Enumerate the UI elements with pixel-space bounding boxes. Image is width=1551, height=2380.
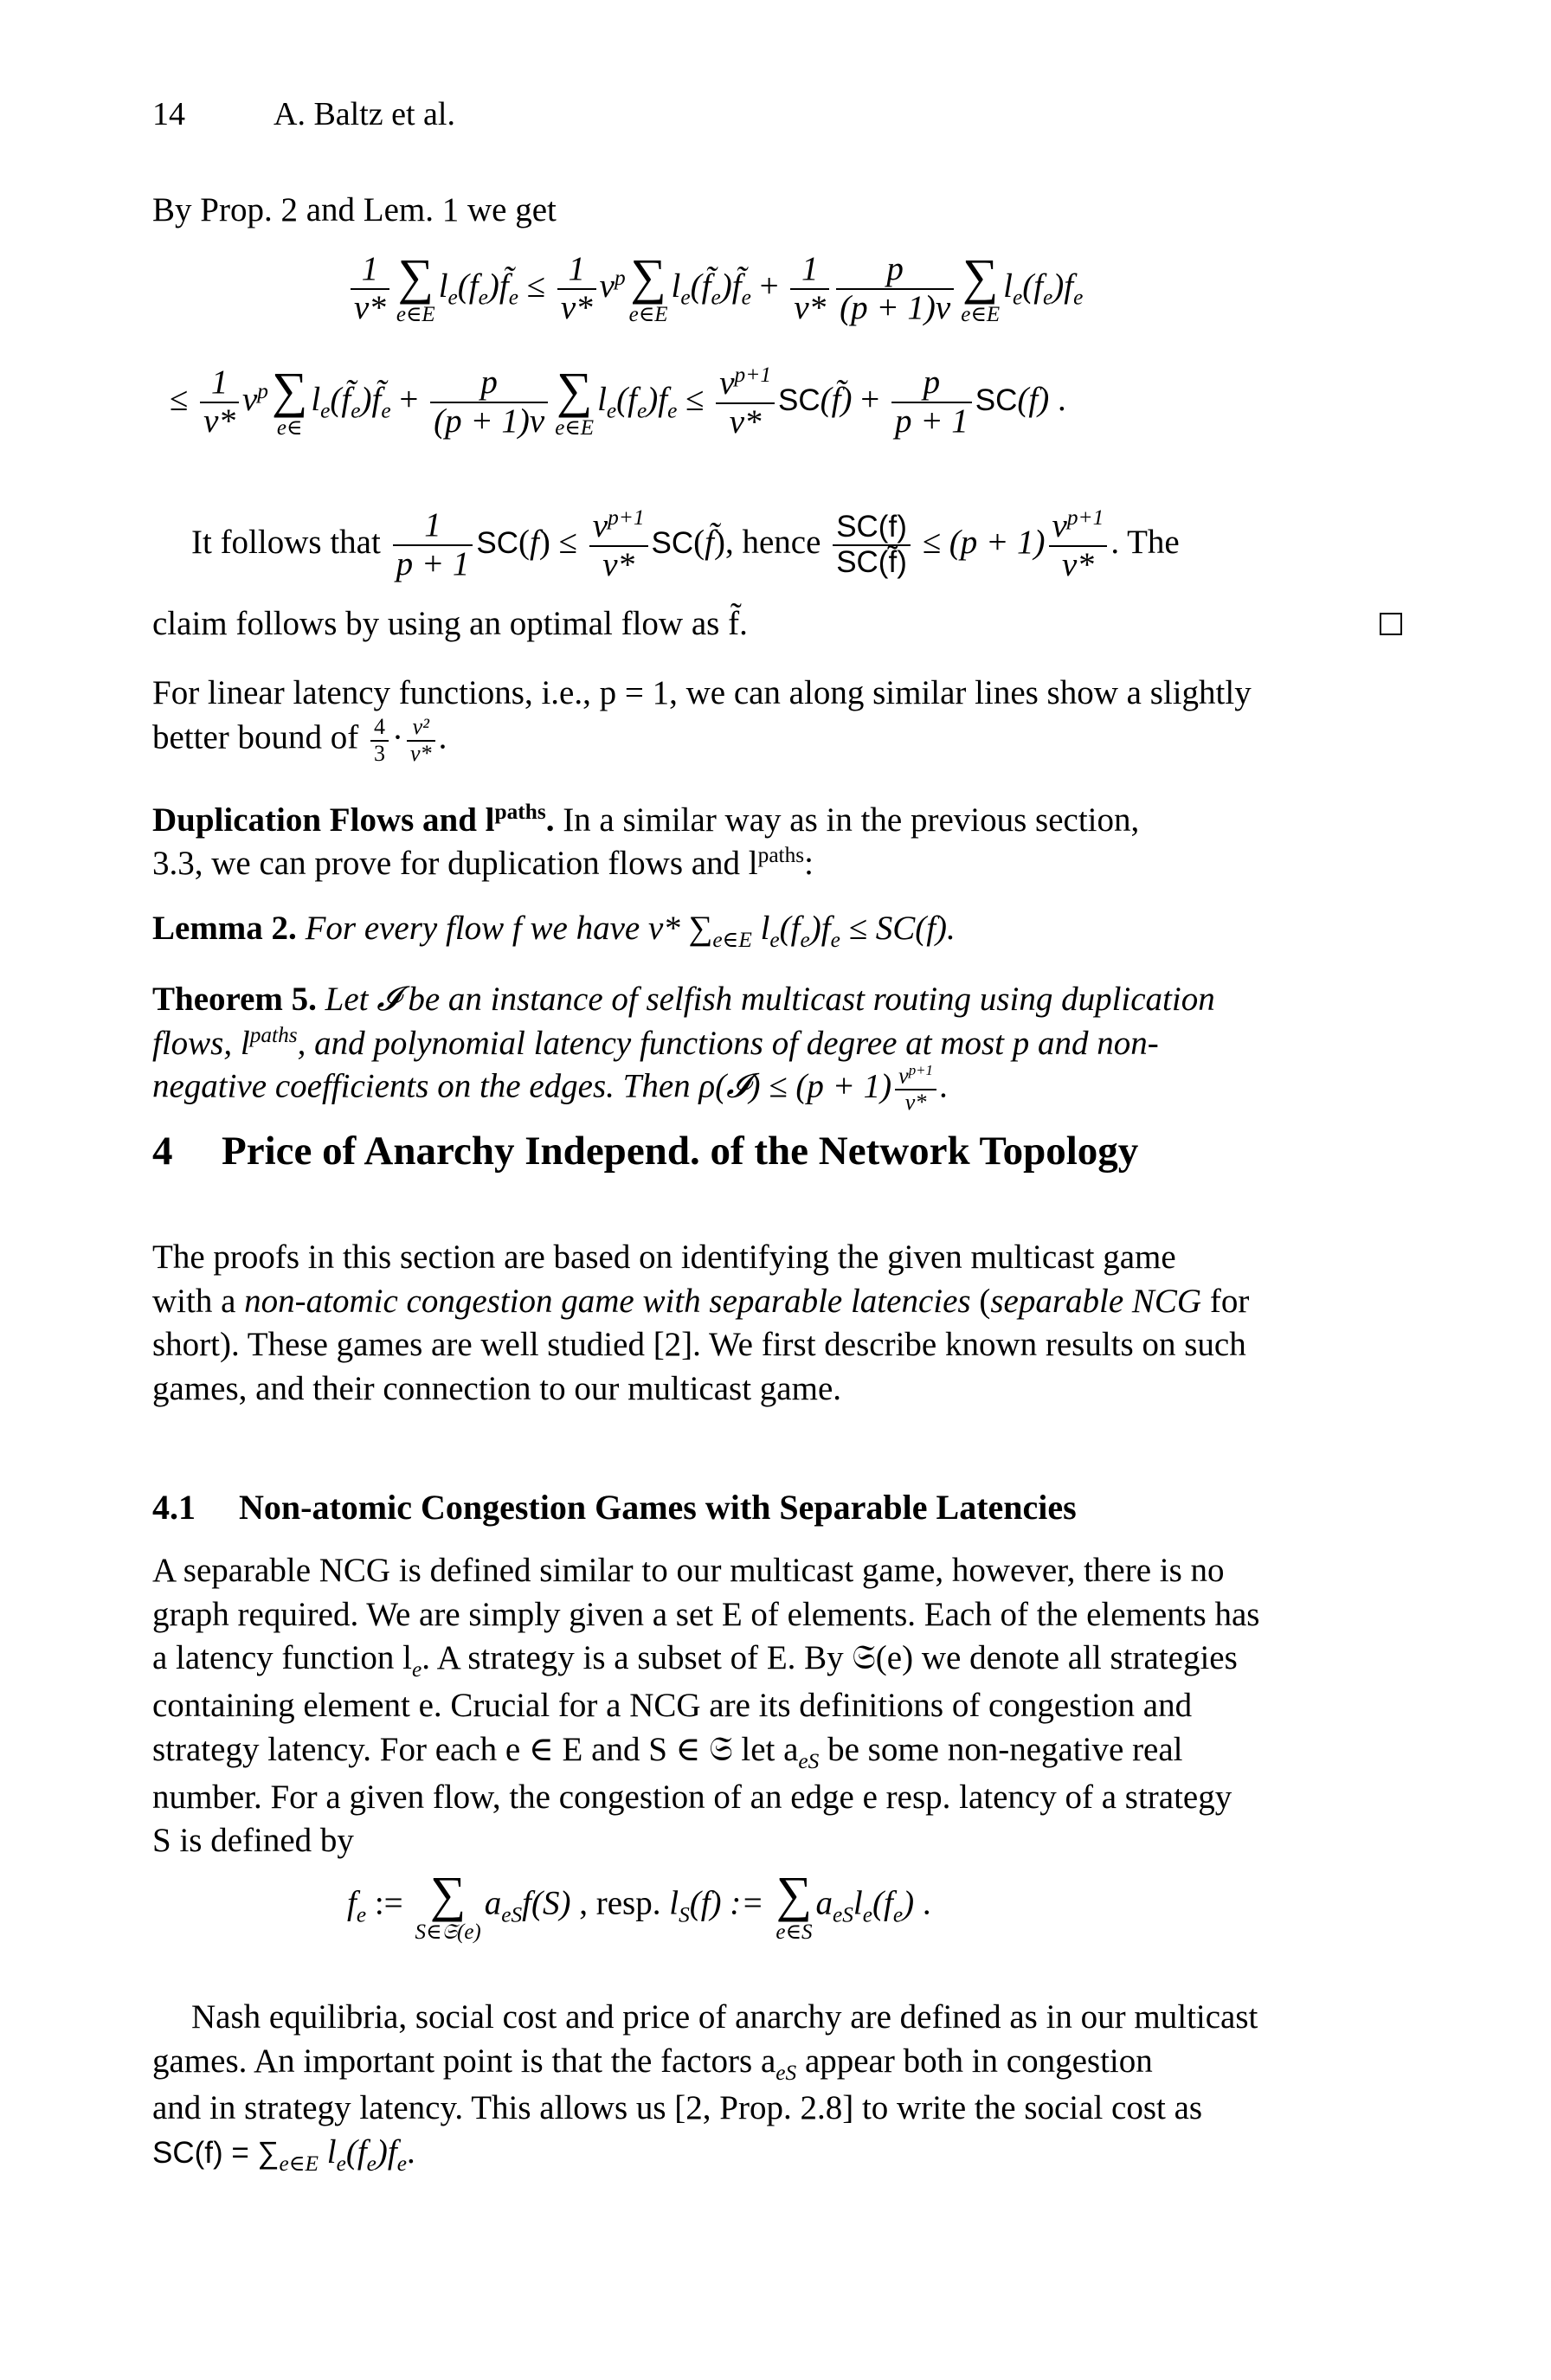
duplication-para-line1: Duplication Flows and $l^{paths}$. In a similar way as in the previous section, <box>152 800 1140 839</box>
theorem-5-frac: $\frac{\nu^{p+1}}{\nu*}$ <box>895 1063 936 1116</box>
section-4-para: The proofs in this section are based on identifying the given multicast game with a non-atomic congestion game with separable latencies (separable NCG for short). These games are well studied [2]. We first describe known results on such games, and their connection to our multicast game. <box>152 1238 1250 1408</box>
eq3-sum1: ∑ S∈𝔖(e) <box>415 1866 481 1944</box>
subsection-4-1-heading: 4.1 Non-atomic Congestion Games with Separable Latencies <box>152 1488 1077 1527</box>
eq1-frac4: $\frac{p}{(p + 1)\nu}$ <box>836 251 954 327</box>
page-number: 14 <box>152 96 185 132</box>
eq2-frac1: $\frac{1}{\nu*}$ <box>200 364 239 441</box>
eq2-sum2: ∑ e∈E <box>555 362 595 441</box>
running-header <box>152 93 455 136</box>
follows-line: It follows that $\frac{1}{p + 1}$ SC(f) ≤ $\frac{\nu^{p+1}}{\nu*}$ SC(f̃), hence $\frac{SC(f)}{SC(f̃)}$ ≤ (p + 1) $\frac{\nu^{p+1}}{\nu*}$ . The <box>191 505 1180 583</box>
display-equation-line2: ≤ $\frac{1}{\nu*}$ $\nu^p$ ∑ e∈ $l_e(f̃_e)f̃_e$ + $\frac{p}{(p + 1)\nu}$ ∑ e∈E $l_e(f_e)f_e$ ≤ $\frac{\nu^{p+1}}{\nu*}$ SC(f̃) + $\frac{p}{p + 1}$ SC(f) . <box>170 362 1066 441</box>
eq2-frac4: $\frac{p}{p + 1}$ <box>891 364 972 441</box>
eq1-sum3: ∑ e∈E <box>961 248 1001 327</box>
eq1-sum1: ∑ e∈E <box>396 248 435 327</box>
eq2-sum1: ∑ e∈ <box>271 362 308 441</box>
follows-frac3: $\frac{SC(f)}{SC(f̃)}$ <box>833 511 911 579</box>
linear-para-line2: better bound of $\frac{4}{3}$ · $\frac{\text{ν²}}{\nu*}$ . <box>152 714 447 766</box>
qed-box-icon <box>1380 613 1402 635</box>
eq2-frac3: $\frac{\nu^{p+1}}{\nu*}$ <box>716 363 775 441</box>
display-equation-line1: $\frac{1}{\nu*}$ ∑ e∈E $l_e(f_e)f̃_e$ ≤ $\frac{1}{\nu*}$ $\nu^p$ ∑ e∈E $l_e(f̃_e)f̃_e$ + $\frac{1}{\nu*}$ $\frac{p}{(p + 1)\nu}$ ∑ e∈E $l_e(f_e)f_e$ <box>347 251 1083 327</box>
theorem-5-line2: flows, $l^{paths}$, and polynomial latency functions of degree at most p and non- <box>152 1023 1159 1062</box>
eq1-sum2: ∑ e∈E <box>628 248 668 327</box>
follows-frac1: $\frac{1}{p + 1}$ <box>393 507 473 583</box>
linear-frac-b: $\frac{\text{ν²}}{\nu*}$ <box>407 715 435 766</box>
eq1-frac1: $\frac{1}{\nu*}$ <box>351 251 389 327</box>
duplication-para-line2: 3.3, we can prove for duplication flows and $l^{paths}$: <box>152 843 814 882</box>
theorem-5-line3: negative coefficients on the edges. Then ρ(𝓘) ≤ (p + 1) $\frac{\nu^{p+1}}{\nu*}$ . <box>152 1062 949 1116</box>
theorem-5-line1: Theorem 5. Let 𝓘 be an instance of selfish multicast routing using duplication <box>152 981 1215 1018</box>
eq2-frac2: $\frac{p}{(p + 1)\nu}$ <box>430 364 548 441</box>
intro-line: By Prop. 2 and Lem. 1 we get <box>152 191 557 228</box>
eq1-frac2: $\frac{1}{\nu*}$ <box>557 251 596 327</box>
lemma-2: Lemma 2. For every flow f we have ν* $\sum_{e\in E}$ $l_e(f_e)f_e \le SC(f)$. <box>152 910 956 952</box>
follows-frac2: $\frac{\nu^{p+1}}{\nu*}$ <box>589 506 648 584</box>
follows-frac4: $\frac{\nu^{p+1}}{\nu*}$ <box>1049 506 1108 584</box>
display-equation-congestion: $f_e$ := ∑ S∈𝔖(e) $a_{eS}f(S)$ , resp. $l_S(f)$ := ∑ e∈S $a_{eS}l_e(f_e)$ . <box>347 1866 931 1944</box>
linear-para-line1: For linear latency functions, i.e., p = 1, we can along similar lines show a slightly <box>152 674 1252 711</box>
duplication-heading: Duplication Flows and $l^{paths}$. <box>152 800 555 839</box>
claim-line: claim follows by using an optimal flow as f̃. <box>152 605 748 642</box>
final-para: Nash equilibria, social cost and price of anarchy are defined as in our multicast games. An important point is that the factors $a_{eS}$ appear both in congestion and in strategy latency. This allows us [2, Prop. 2.8] to write the social cost as $SC(f) = \sum_{e\in E}$ $l_e(f_e)f_e$. <box>152 1998 1258 2176</box>
running-authors: A. Baltz et al. <box>274 96 455 132</box>
linear-frac-a: $\frac{4}{3}$ <box>370 715 389 766</box>
section-4-heading: 4 Price of Anarchy Independ. of the Network Topology <box>152 1129 1139 1174</box>
subsection-4-1-para: A separable NCG is defined similar to our multicast game, however, there is no graph required. We are simply given a set E of elements. Each of the elements has a latency function $l_e$. A strategy is a subset of E. By 𝔖(e) we denote all strategies containing element e. Crucial for a NCG are its definitions of congestion and strategy latency. For each e ∈ E and S ∈ 𝔖 let $a_{eS}$ be some non-negative real number. For a given flow, the congestion of an edge e resp. latency of a strategy S is defined by <box>152 1552 1260 1860</box>
eq3-sum2: ∑ e∈S <box>776 1866 813 1944</box>
eq1-frac3: $\frac{1}{\nu*}$ <box>790 251 829 327</box>
